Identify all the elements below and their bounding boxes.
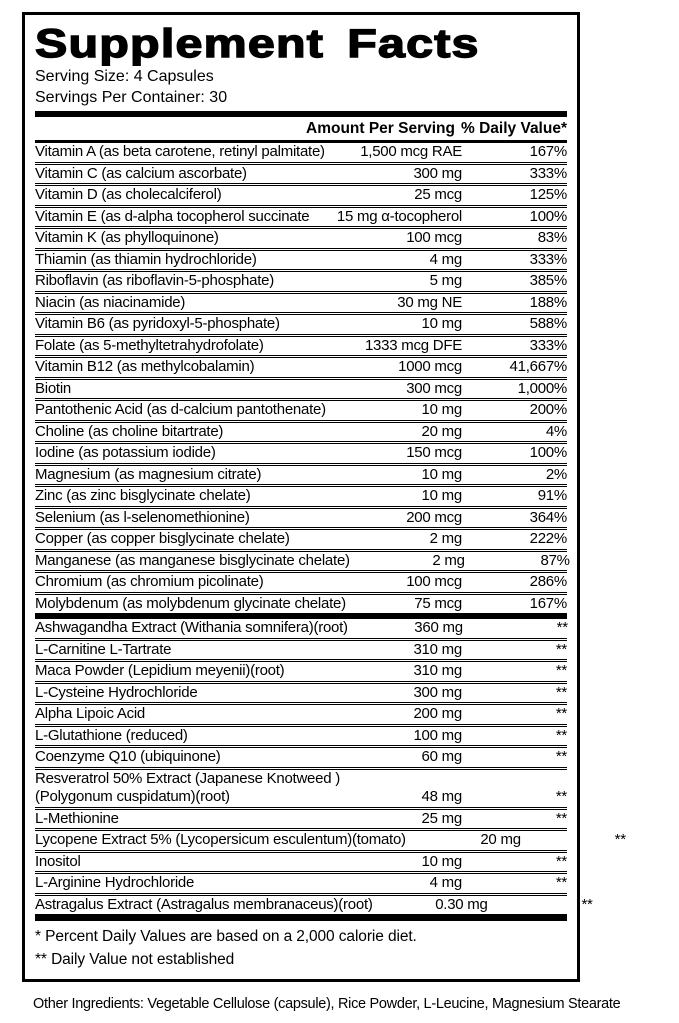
table-row: [35, 592, 567, 614]
nutrient-name: L-Glutathione (reduced): [35, 726, 188, 744]
table-row: [35, 183, 567, 205]
nutrient-daily-value: **: [555, 705, 567, 722]
nutrient-amount: 75 mcg: [414, 594, 462, 612]
nutrient-amount: 4 mg: [429, 250, 462, 268]
nutrient-amount: 300 mg: [413, 164, 462, 182]
nutrient-amount: 360 mg: [414, 619, 463, 636]
nutrient-daily-value: 100%: [529, 444, 567, 461]
table-row: [35, 681, 567, 703]
table-row: [35, 441, 567, 463]
nutrient-name: Selenium (as l-selenomethionine): [35, 508, 250, 526]
table-row: [35, 828, 626, 850]
nutrient-amount: 300 mg: [413, 683, 462, 701]
table-row: [35, 334, 567, 356]
nutrient-name: Niacin (as niacinamide): [35, 293, 186, 311]
page-title: Supplement Facts: [35, 22, 480, 66]
nutrient-name: Pantothenic Acid (as d-calcium pantothenate): [35, 401, 326, 418]
nutrient-amount: 2 mg: [429, 530, 462, 547]
nutrient-name: Manganese (as manganese bisglycinate chelate): [35, 551, 350, 569]
column-header-amount: Amount Per Serving: [306, 120, 455, 137]
nutrient-name: Vitamin B6 (as pyridoxyl-5-phosphate): [35, 315, 280, 332]
nutrient-name: Folate (as 5-methyltetrahydrofolate): [35, 336, 264, 354]
table-row: [35, 724, 567, 746]
nutrient-amount: 1000 mcg: [398, 358, 462, 375]
nutrient-name: Riboflavin (as riboflavin-5-phosphate): [35, 272, 274, 289]
nutrient-amount: 100 mg: [413, 726, 462, 744]
nutrient-daily-value: 200%: [529, 401, 567, 418]
nutrient-name: Maca Powder (Lepidium meyenii)(root): [35, 662, 285, 679]
nutrient-name: Ashwagandha Extract (Withania somnifera)(root): [35, 619, 348, 636]
nutrient-daily-value: **: [555, 726, 567, 744]
nutrient-amount: 100 mcg: [406, 229, 462, 246]
table-row: [35, 659, 567, 681]
botanical-rows: [35, 619, 626, 914]
nutrient-daily-value: 188%: [529, 293, 567, 311]
nutrient-name: L-Cysteine Hydrochloride: [35, 683, 198, 701]
nutrient-amount: 1333 mcg DFE: [364, 336, 462, 354]
nutrient-amount: 10 mg: [421, 401, 462, 418]
table-row: [35, 871, 567, 893]
nutrient-name: Iodine (as potassium iodide): [35, 444, 216, 461]
nutrient-name: Choline (as choline bitartrate): [35, 422, 224, 440]
table-row: [35, 619, 567, 638]
nutrient-name: Astragalus Extract (Astragalus membranaceus)(root): [35, 895, 373, 913]
nutrient-name: Magnesium (as magnesium citrate): [35, 465, 262, 483]
table-row: [35, 767, 567, 807]
nutrient-daily-value: **: [556, 619, 568, 636]
footnotes: [35, 921, 567, 971]
nutrient-daily-value: 167%: [529, 143, 567, 160]
nutrient-daily-value: 1,000%: [517, 379, 567, 397]
nutrient-daily-value: 4%: [545, 422, 567, 440]
nutrient-name: Lycopene Extract 5% (Lycopersicum esculentum)(tomato): [35, 831, 406, 848]
nutrient-name: Vitamin E (as d-alpha tocopherol succinate: [35, 207, 310, 225]
nutrient-amount: 100 mcg: [406, 573, 462, 590]
table-row: [35, 248, 567, 270]
table-row: [35, 807, 567, 829]
nutrient-daily-value: 222%: [529, 530, 567, 547]
nutrient-daily-value: 100%: [529, 207, 567, 225]
nutrient-daily-value: **: [555, 852, 567, 870]
footnote-not-established: ** Daily Value not established: [35, 951, 235, 968]
nutrient-daily-value: **: [581, 895, 593, 913]
table-row: [35, 893, 593, 915]
table-row: [35, 463, 567, 485]
nutrient-amount: 20 mg: [421, 422, 462, 440]
table-row: [35, 549, 570, 571]
nutrient-name: Vitamin B12 (as methylcobalamin): [35, 358, 255, 375]
nutrient-amount: 10 mg: [421, 852, 462, 870]
table-row: [35, 312, 567, 334]
table-row: [35, 226, 567, 248]
nutrient-amount: 1,500 mcg RAE: [360, 143, 462, 160]
nutrient-name-line1: Resveratrol 50% Extract (Japanese Knotweed ): [35, 769, 340, 787]
nutrient-amount: 4 mg: [429, 874, 462, 891]
nutrient-daily-value: 87%: [540, 551, 570, 569]
table-row: [35, 702, 567, 724]
supplement-facts-panel: [22, 12, 626, 982]
nutrient-daily-value: 333%: [529, 164, 567, 182]
table-row: [35, 162, 567, 184]
other-ingredients: Other Ingredients: Vegetable Cellulose (capsule), Rice Powder, L-Leucine, Magnesium Stearate: [33, 996, 621, 1012]
nutrient-daily-value: 333%: [529, 250, 567, 268]
nutrient-amount: 200 mg: [413, 705, 462, 722]
table-row: [35, 377, 567, 399]
nutrient-amount: 310 mg: [413, 640, 462, 658]
nutrient-amount: 30 mg NE: [397, 293, 462, 311]
nutrient-daily-value: **: [555, 788, 567, 805]
nutrient-name: [35, 770, 347, 807]
nutrient-name: Molybdenum (as molybdenum glycinate chelate): [35, 594, 346, 612]
nutrient-daily-value: **: [555, 683, 567, 701]
table-row: [35, 484, 567, 506]
nutrient-daily-value: **: [614, 831, 626, 848]
nutrient-amount: 60 mg: [421, 748, 462, 765]
nutrient-daily-value: **: [555, 640, 567, 658]
column-header-daily-value: % Daily Value*: [461, 120, 567, 137]
nutrient-daily-value: 286%: [529, 573, 567, 590]
nutrient-name: Copper (as copper bisglycinate chelate): [35, 530, 290, 547]
nutrient-amount: 150 mcg: [406, 444, 462, 461]
nutrient-name: Chromium (as chromium picolinate): [35, 573, 264, 590]
nutrient-amount: 310 mg: [413, 662, 462, 679]
nutrient-name: Vitamin C (as calcium ascorbate): [35, 164, 247, 182]
table-row: [35, 398, 567, 420]
nutrient-name: Thiamin (as thiamin hydrochloride): [35, 250, 257, 268]
nutrient-amount: 25 mg: [421, 809, 462, 827]
nutrient-amount: 20 mg: [480, 831, 521, 848]
nutrient-amount: 5 mg: [429, 272, 462, 289]
nutrient-daily-value: 83%: [537, 229, 567, 246]
nutrient-daily-value: 2%: [545, 465, 567, 483]
nutrient-daily-value: **: [555, 748, 567, 765]
nutrient-amount: 10 mg: [421, 487, 462, 504]
table-row: [35, 850, 567, 872]
nutrient-daily-value: 167%: [529, 594, 567, 612]
table-header-row: [35, 117, 567, 140]
table-row: [35, 269, 567, 291]
nutrient-amount: 200 mcg: [406, 508, 462, 526]
nutrient-name-line2: (Polygonum cuspidatum)(root): [35, 788, 230, 805]
nutrient-daily-value: 385%: [529, 272, 567, 289]
nutrient-name: Vitamin K (as phylloquinone): [35, 229, 219, 246]
table-row: [35, 506, 567, 528]
nutrient-amount: 25 mcg: [414, 186, 462, 203]
nutrient-amount: 300 mcg: [406, 379, 462, 397]
nutrient-amount: 10 mg: [421, 315, 462, 332]
table-row: [35, 570, 567, 592]
table-row: [35, 638, 567, 660]
nutrient-name: L-Arginine Hydrochloride: [35, 874, 195, 891]
nutrient-daily-value: 41,667%: [509, 358, 567, 375]
nutrient-name: Vitamin D (as cholecalciferol): [35, 186, 222, 203]
nutrient-amount: 48 mg: [421, 788, 462, 805]
nutrient-daily-value: **: [555, 874, 567, 891]
table-row: [35, 291, 567, 313]
nutrient-daily-value: **: [555, 662, 567, 679]
nutrient-name: Inositol: [35, 852, 81, 870]
table-row: [35, 205, 567, 227]
footnote-percent-dv: * Percent Daily Values are based on a 2,000 calorie diet.: [35, 928, 417, 945]
nutrient-daily-value: **: [555, 809, 567, 827]
nutrient-daily-value: 588%: [529, 315, 567, 332]
table-row: [35, 355, 567, 377]
nutrient-daily-value: 125%: [529, 186, 567, 203]
nutrient-rows: [35, 143, 570, 613]
nutrient-amount: 15 mg α-tocopherol: [336, 207, 462, 225]
nutrient-name: Coenzyme Q10 (ubiquinone): [35, 748, 221, 765]
nutrient-name: Alpha Lipoic Acid: [35, 705, 145, 722]
nutrient-amount: 2 mg: [432, 551, 465, 569]
serving-size: Serving Size: 4 Capsules: [35, 68, 214, 85]
table-row: [35, 527, 567, 549]
nutrient-name: Zinc (as zinc bisglycinate chelate): [35, 487, 251, 504]
nutrient-name: L-Methionine: [35, 809, 119, 827]
nutrient-name: Biotin: [35, 379, 72, 397]
table-row: [35, 143, 567, 162]
table-row: [35, 745, 567, 767]
servings-per-container: Servings Per Container: 30: [35, 89, 228, 106]
nutrient-amount: 0.30 mg: [435, 895, 488, 913]
nutrient-name: L-Carnitine L-Tartrate: [35, 640, 172, 658]
nutrient-name: Vitamin A (as beta carotene, retinyl palmitate): [35, 143, 325, 160]
table-row: [35, 420, 567, 442]
nutrient-amount: 10 mg: [421, 465, 462, 483]
divider-footnote: [35, 914, 567, 921]
nutrient-daily-value: 91%: [537, 487, 567, 504]
nutrient-daily-value: 333%: [529, 336, 567, 354]
nutrient-daily-value: 364%: [529, 508, 567, 526]
